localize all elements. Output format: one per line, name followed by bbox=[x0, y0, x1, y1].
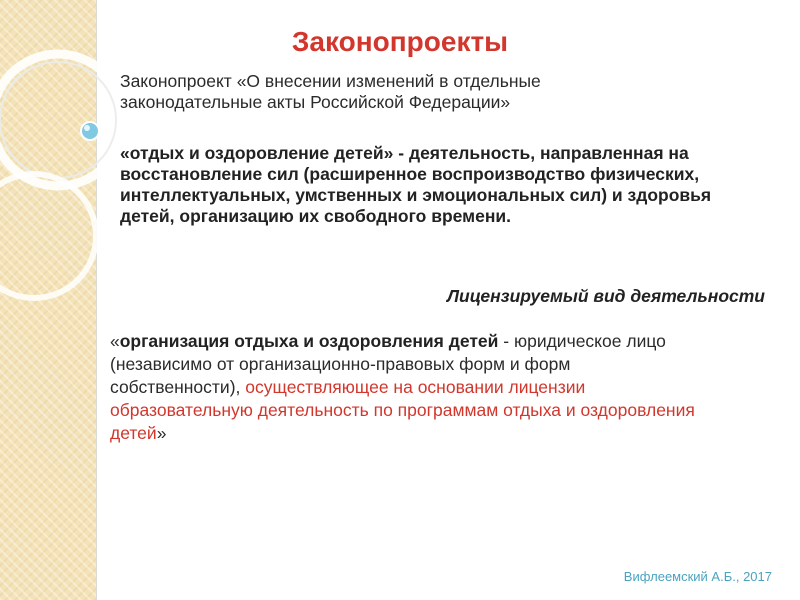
blue-bead-icon bbox=[81, 122, 99, 140]
organization-middle-text: - юридическое лицо (независимо от организационно-правовых форм и форм собственности), bbox=[110, 331, 666, 397]
licensed-activity-heading: Лицензируемый вид деятельности bbox=[446, 286, 765, 306]
definition-paragraph: «отдых и оздоровление детей» - деятельность, направленная на восстановление сил (расширенное воспроизводство физических, интеллектуальных, умственных и эмоциональных сил) и здоровья детей, организацию их свободного времени. bbox=[120, 143, 712, 226]
page-title: Законопроекты bbox=[291, 26, 509, 57]
bill-title: Законопроект «О внесении изменений в отдельные законодательные акты Российской Федерации» bbox=[120, 71, 541, 112]
inner-ring-shape bbox=[0, 62, 116, 178]
organization-highlight-text: осуществляющее на основании лицензии образовательную деятельность по программам отдыха и оздоровления детей bbox=[110, 377, 695, 443]
author-footer: Вифлеемский А.Б., 2017 bbox=[623, 569, 772, 584]
organization-paragraph bbox=[110, 330, 700, 445]
close-quote: » bbox=[156, 423, 167, 443]
organization-term: организация отдыха и оздоровления детей bbox=[119, 331, 499, 351]
lower-ring-shape bbox=[0, 174, 96, 298]
bead-highlight-icon bbox=[84, 125, 90, 131]
open-quote: « bbox=[110, 331, 120, 351]
large-ring-shape bbox=[0, 54, 124, 186]
